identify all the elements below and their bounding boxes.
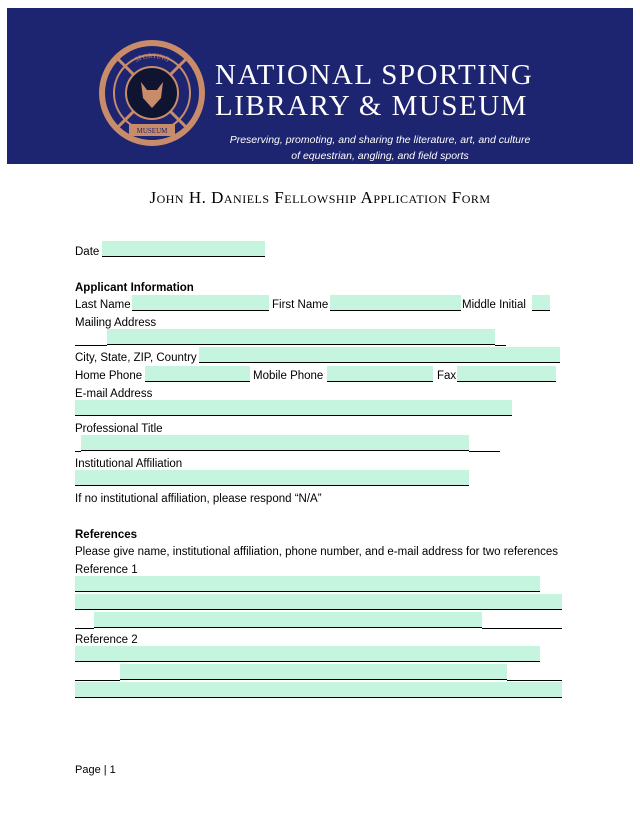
form-title: John H. Daniels Fellowship Application Form bbox=[149, 188, 491, 207]
last-name-field[interactable] bbox=[132, 295, 269, 311]
email-label: E-mail Address bbox=[75, 388, 153, 400]
date-label: Date bbox=[75, 246, 100, 258]
date-field[interactable] bbox=[102, 241, 265, 257]
first-name-label: First Name bbox=[272, 299, 329, 311]
museum-seal-logo bbox=[97, 38, 207, 148]
home-phone-field[interactable] bbox=[145, 366, 250, 382]
references-instructions: Please give name, institutional affiliation, phone number, and e-mail address for two references bbox=[75, 546, 559, 558]
svg-text:MUSEUM: MUSEUM bbox=[136, 127, 168, 135]
fax-label: Fax bbox=[437, 370, 457, 382]
city-state-zip-field[interactable] bbox=[199, 347, 560, 363]
reference2-line2-leading-underline bbox=[75, 679, 120, 681]
reference2-label: Reference 2 bbox=[75, 634, 138, 646]
mailing-address-leading-underline bbox=[75, 344, 107, 346]
reference2-line1-field[interactable] bbox=[75, 646, 540, 662]
references-heading: References bbox=[75, 529, 138, 541]
mobile-phone-label: Mobile Phone bbox=[253, 370, 324, 382]
email-field[interactable] bbox=[75, 400, 512, 416]
reference1-line3-field[interactable] bbox=[94, 612, 482, 628]
reference1-line3-trailing-underline bbox=[482, 627, 562, 629]
tagline bbox=[215, 132, 545, 164]
home-phone-label: Home Phone bbox=[75, 370, 143, 382]
mailing-address-field[interactable] bbox=[107, 329, 495, 345]
svg-text:SPORTING: SPORTING bbox=[133, 51, 171, 64]
fax-field[interactable] bbox=[457, 366, 556, 382]
institution-note: If no institutional affiliation, please respond “N/A” bbox=[75, 493, 322, 505]
middle-initial-label: Middle Initial bbox=[462, 299, 526, 311]
last-name-label: Last Name bbox=[75, 299, 131, 311]
reference1-line3-leading-underline bbox=[75, 627, 94, 629]
first-name-field[interactable] bbox=[330, 295, 461, 311]
organization-name bbox=[215, 60, 533, 122]
org-name-line1: NATIONAL SPORTING bbox=[215, 59, 534, 91]
reference1-label: Reference 1 bbox=[75, 564, 138, 576]
tagline-line2: of equestrian, angling, and field sports bbox=[291, 150, 469, 162]
professional-title-field[interactable] bbox=[81, 435, 469, 451]
professional-title-label: Professional Title bbox=[75, 423, 163, 435]
mobile-phone-field[interactable] bbox=[327, 366, 433, 382]
tagline-line1: Preserving, promoting, and sharing the literature, art, and culture bbox=[229, 134, 531, 146]
applicant-info-heading: Applicant Information bbox=[75, 282, 194, 294]
institutional-affiliation-label: Institutional Affiliation bbox=[75, 458, 183, 470]
reference1-line1-field[interactable] bbox=[75, 576, 540, 592]
mailing-address-trailing-underline bbox=[495, 344, 506, 346]
city-state-zip-label: City, State, ZIP, Country bbox=[75, 352, 197, 364]
reference2-line3-field[interactable] bbox=[75, 682, 562, 698]
professional-title-trailing-underline bbox=[469, 450, 500, 452]
org-name-line2: LIBRARY & MUSEUM bbox=[215, 90, 528, 122]
institutional-affiliation-field[interactable] bbox=[75, 470, 469, 486]
svg-text:LIBRARY &: LIBRARY & bbox=[192, 74, 206, 116]
reference2-line2-field[interactable] bbox=[120, 664, 507, 680]
header-banner bbox=[7, 8, 633, 164]
mailing-address-label: Mailing Address bbox=[75, 317, 157, 329]
svg-text:NATIONAL: NATIONAL bbox=[98, 75, 111, 115]
page-number: Page | 1 bbox=[75, 764, 116, 776]
reference1-line2-field[interactable] bbox=[75, 594, 562, 610]
reference2-line2-trailing-underline bbox=[507, 679, 562, 681]
middle-initial-field[interactable] bbox=[532, 295, 550, 311]
